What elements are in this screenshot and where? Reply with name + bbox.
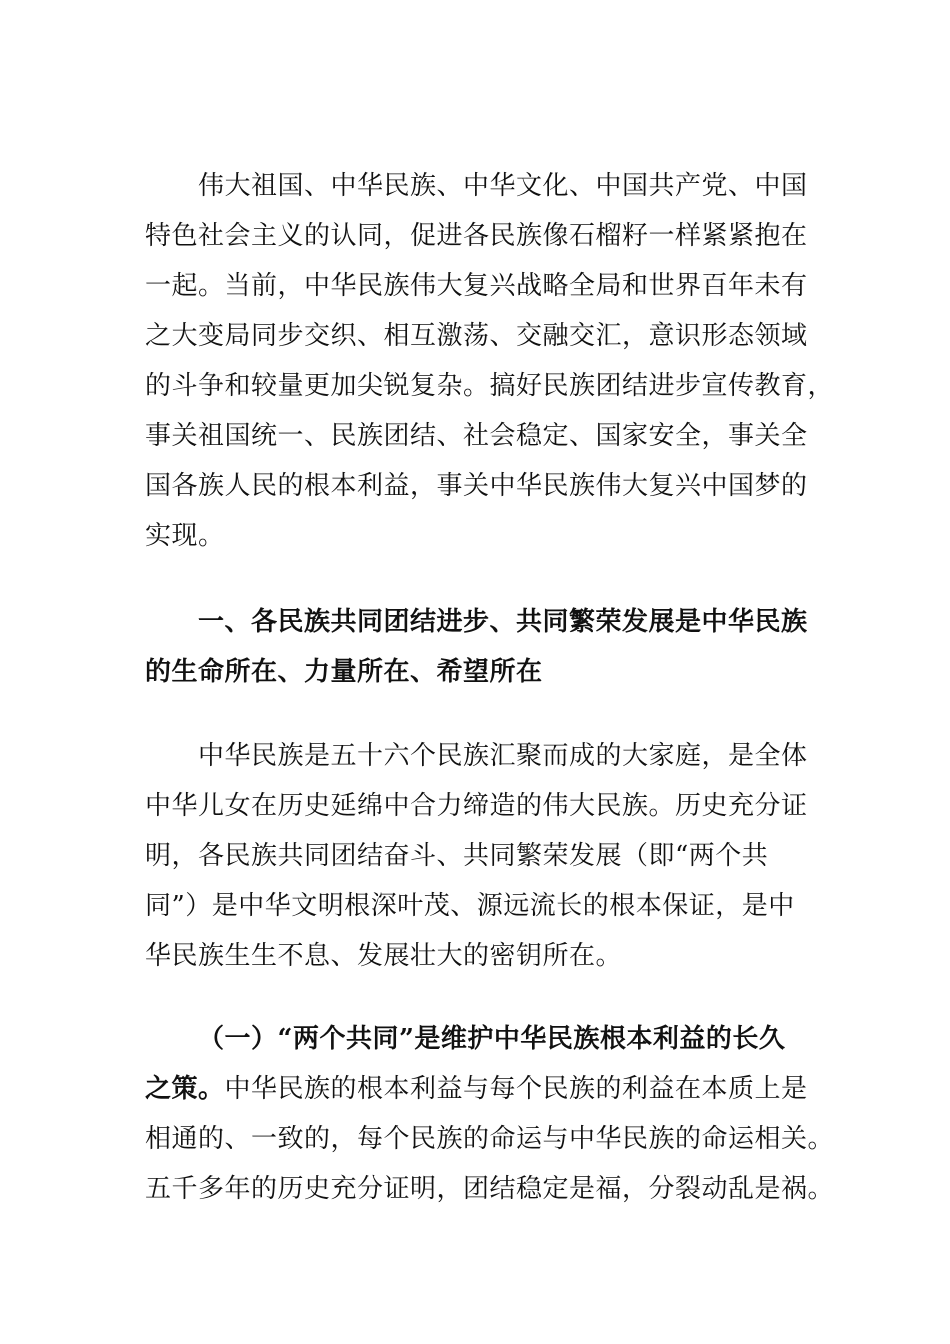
text-line: 之大变局同步交织、相互激荡、交融交汇，意识形态领域: [145, 321, 808, 351]
text-line: 明，各民族共同团结奋斗、共同繁荣发展（即“两个共: [145, 841, 769, 871]
text-line: 华民族生生不息、发展壮大的密钥所在。: [145, 941, 623, 971]
text-line: 伟大祖国、中华民族、中华文化、中国共产党、中国: [198, 171, 808, 201]
text-line: 同”）是中华文明根深叶茂、源远流长的根本保证，是中: [145, 891, 795, 921]
text-line: 的斗争和较量更加尖锐复杂。搞好民族团结进步宣传教育，: [145, 371, 835, 401]
subheading-lead: （一）“两个共同”是维护中华民族根本利益的长久: [198, 1024, 786, 1054]
text-line: 中华儿女在历史延绵中合力缔造的伟大民族。历史充分证: [145, 791, 808, 821]
text-line: 一起。当前，中华民族伟大复兴战略全局和世界百年未有: [145, 271, 808, 301]
heading-line: 一、各民族共同团结进步、共同繁荣发展是中华民族: [198, 607, 808, 637]
text-line: 相通的、一致的，每个民族的命运与中华民族的命运相关。: [145, 1124, 835, 1154]
text-line: 事关祖国统一、民族团结、社会稳定、国家安全，事关全: [145, 421, 808, 451]
intro-paragraph: [145, 161, 835, 561]
section-heading-1: [145, 597, 815, 697]
body-paragraph-2: [145, 731, 815, 981]
body-paragraph-3: [145, 1014, 835, 1214]
text-line: 实现。: [145, 521, 225, 551]
text-line: [145, 1064, 815, 1114]
text-line: 特色社会主义的认同，促进各民族像石榴籽一样紧紧抱在: [145, 221, 808, 251]
text-line: 中华民族是五十六个民族汇聚而成的大家庭，是全体: [198, 741, 808, 771]
text-line: 五千多年的历史充分证明，团结稳定是福，分裂动乱是祸。: [145, 1174, 835, 1204]
text-line: 国各族人民的根本利益，事关中华民族伟大复兴中国梦的: [145, 471, 808, 501]
text-segment: 中华民族的根本利益与每个民族的利益在本质上是: [224, 1074, 808, 1104]
heading-line: 的生命所在、力量所在、希望所在: [145, 657, 543, 687]
subheading-lead-end: 之策。: [145, 1074, 225, 1104]
